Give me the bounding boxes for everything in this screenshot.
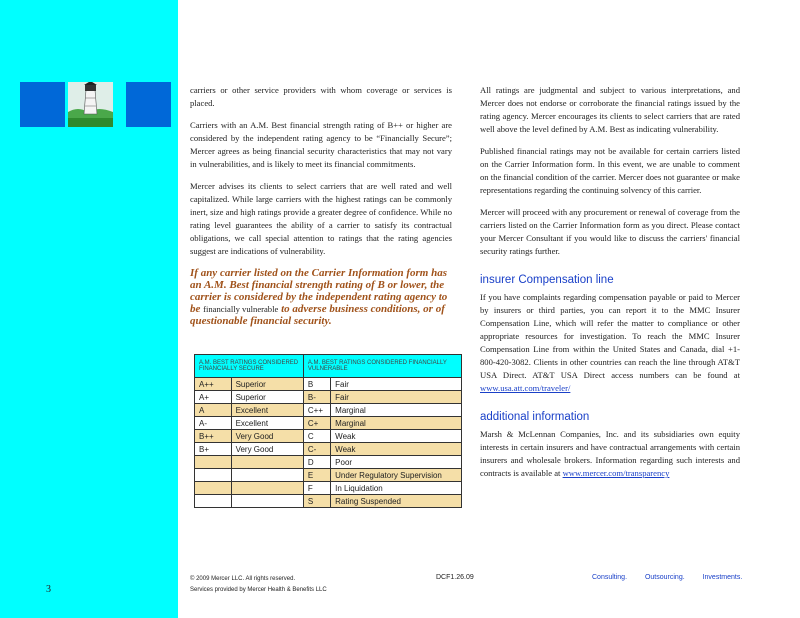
rating-desc: Weak (331, 443, 462, 456)
table-row (195, 378, 462, 391)
table-row (195, 404, 462, 417)
rating-code: A++ (195, 378, 232, 391)
section-heading-compensation: insurer Compensation line (480, 274, 614, 286)
logo-block-left (20, 82, 65, 127)
footer (190, 574, 327, 596)
vulnerability-warning (190, 267, 452, 327)
rating-desc: Marginal (331, 417, 462, 430)
table-row (195, 482, 462, 495)
warning-tail: to adverse business conditions, or of questionable financial security. (190, 303, 445, 327)
rating-desc: Excellent (231, 404, 303, 417)
rating-code: C (303, 430, 330, 443)
rating-desc: Excellent (231, 417, 303, 430)
rating-desc: Superior (231, 391, 303, 404)
rating-desc: Marginal (331, 404, 462, 417)
rating-desc: Very Good (231, 443, 303, 456)
table-row (195, 430, 462, 443)
table-row (195, 391, 462, 404)
rating-code: A+ (195, 391, 232, 404)
right-paragraph-5 (480, 428, 740, 480)
document-id: DCF1.26.09 (436, 574, 474, 581)
rating-desc (231, 469, 303, 482)
page-number: 3 (46, 584, 51, 595)
rating-code: C+ (303, 417, 330, 430)
right-paragraph-3: Mercer will proceed with any procurement or renewal of coverage from the carriers listed on the Carrier Information form as you direct. Please contact your Mercer Consultant if you would like to discuss the carriers' financial security ratings further. (480, 207, 740, 256)
rating-desc: In Liquidation (331, 482, 462, 495)
rating-desc: Poor (331, 456, 462, 469)
left-paragraph-1: carriers or other service providers with whom coverage or services is placed. (190, 85, 452, 108)
rating-code: C++ (303, 404, 330, 417)
rating-desc: Superior (231, 378, 303, 391)
services-note: Services provided by Mercer Health & Benefits LLC (190, 587, 327, 593)
rating-desc: Fair (331, 391, 462, 404)
logo-block-right (126, 82, 171, 127)
rating-code: S (303, 495, 330, 508)
rating-desc (231, 482, 303, 495)
table-row (195, 443, 462, 456)
table-row (195, 469, 462, 482)
rating-desc: Very Good (231, 430, 303, 443)
att-link[interactable]: www.usa.att.com/traveler/ (480, 383, 571, 393)
right-paragraph-1: All ratings are judgmental and subject to various interpretations, and Mercer does not endorse or corroborate the financial ratings issued by the rating agency. Mercer encourages its clients to select carriers that are rated well above the level defined by A.M. Best as indicating vulnerability. (480, 85, 740, 134)
rating-code: B++ (195, 430, 232, 443)
rating-code: B (303, 378, 330, 391)
left-column (190, 84, 452, 337)
table-row (195, 495, 462, 508)
transparency-link[interactable]: www.mercer.com/transparency (562, 468, 670, 478)
rating-code: B- (303, 391, 330, 404)
rating-code (195, 469, 232, 482)
rating-desc (231, 495, 303, 508)
rating-code (195, 495, 232, 508)
table-row (195, 456, 462, 469)
warning-text: If any carrier listed on the Carrier Information form has an A.M. Best financial strength rating of B or lower, the carrier is considered by the independent rating agency to be (190, 267, 448, 315)
rating-code: D (303, 456, 330, 469)
rating-desc (231, 456, 303, 469)
header-secure: A.M. BEST RATINGS CONSIDERED FINANCIALLY SECURE (195, 355, 304, 378)
section-heading-additional: additional information (480, 411, 590, 423)
rating-desc: Rating Suspended (331, 495, 462, 508)
rating-code: F (303, 482, 330, 495)
lighthouse-icon (68, 82, 113, 127)
right-column (480, 84, 740, 489)
rating-code: A (195, 404, 232, 417)
rating-code: A- (195, 417, 232, 430)
table-row (195, 417, 462, 430)
rating-desc: Fair (331, 378, 462, 391)
left-paragraph-2: Carriers with an A.M. Best financial strength rating of B++ or higher are considered by the independent rating agency to be “Financially Secure”; Mercer agrees as being financial security characteristics that may not vary in vulnerabilities, and is likely to meet its financial commitments. (190, 120, 452, 169)
right-paragraph-2: Published financial ratings may not be available for certain carriers listed on the Carrier Information form. In this event, we are unable to comment on the financial condition of the carrier. Mercer does not guarantee or make representations regarding the continuing solvency of this carrier. (480, 146, 740, 195)
rating-code (195, 456, 232, 469)
left-paragraph-3: Mercer advises its clients to select carriers that are well rated and well capitalized. While large carriers with the highest ratings can be commonly inert, size and high ratings provide a greater degree of confidence. While no rating level guarantees the ability of a carrier to satisfy its contractual obligations, we call special attention to ratings that the rating agencies suggest are indications of vulnerability. (190, 181, 452, 256)
additional-text: Marsh & McLennan Companies, Inc. and its subsidiaries own equity interests in certain insurers and have contractual arrangements with certain insurers and wholesale brokers. Information regarding such interests and contracts is available at (480, 429, 740, 478)
sidebar (0, 0, 178, 618)
copyright: © 2009 Mercer LLC. All rights reserved. (190, 576, 296, 582)
tagline: Consulting. Outsourcing. Investments. (592, 574, 743, 581)
rating-code: E (303, 469, 330, 482)
rating-code: C- (303, 443, 330, 456)
ratings-table (194, 354, 462, 508)
rating-code: B+ (195, 443, 232, 456)
compensation-text: If you have complaints regarding compensation payable or paid to Mercer by insurers or third parties, you can report it to the MMC Insurer Compensation Line, which will refer the matter to compliance or other appropriate resources for investigation. To reach the MMC Insurer Compensation Line from within the United States and Canada, dial +1-800-420-3082. Clients in other countries can reach the line through AT&T USA Direct. AT&T USA Direct access numbers can be found at (480, 292, 740, 380)
rating-desc: Weak (331, 430, 462, 443)
rating-desc: Under Regulatory Supervision (331, 469, 462, 482)
right-paragraph-4 (480, 291, 740, 395)
header-vulnerable: A.M. BEST RATINGS CONSIDERED FINANCIALLY VULNERABLE (303, 355, 461, 378)
rating-code (195, 482, 232, 495)
warning-lead: financially vulnerable (203, 304, 279, 314)
